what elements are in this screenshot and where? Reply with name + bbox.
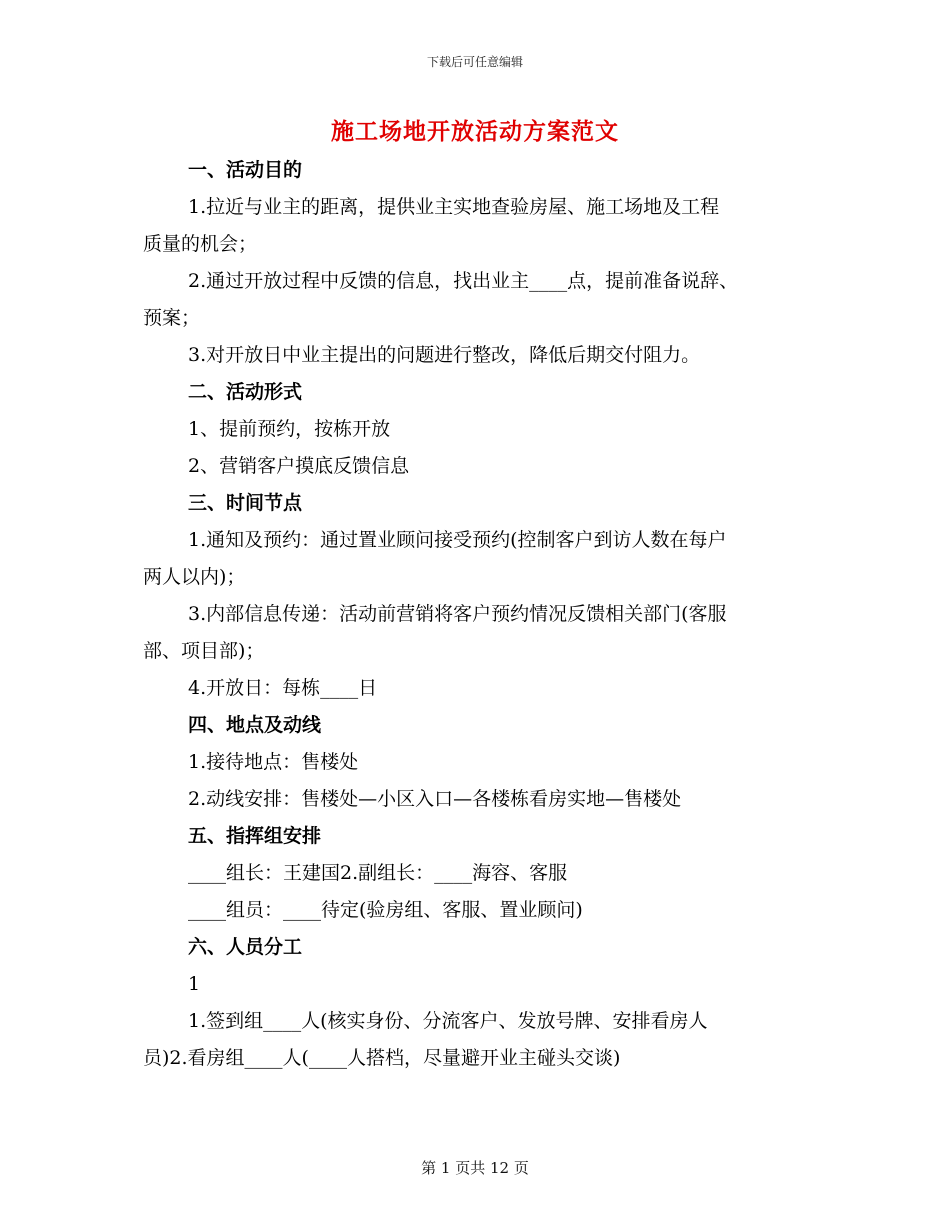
paragraph-line: 部、项目部)；: [143, 640, 265, 662]
document-title: 施工场地开放活动方案范文: [331, 118, 619, 145]
paragraph-line: ____组长：王建国2.副组长：____海容、客服: [188, 862, 568, 884]
section-heading: 一、活动目的: [188, 159, 303, 181]
page-footer: 第 1 页共 12 页: [421, 1159, 529, 1177]
paragraph-line: 员)2.看房组____人(____人搭档，尽量避开业主碰头交谈): [143, 1047, 621, 1069]
paragraph-line: 1、提前预约，按栋开放: [188, 418, 391, 440]
paragraph-line: 两人以内)；: [143, 566, 246, 588]
section-heading: 六、人员分工: [188, 936, 303, 958]
paragraph-line: 2、营销客户摸底反馈信息: [188, 455, 410, 477]
paragraph-line: 3.对开放日中业主提出的问题进行整改，降低后期交付阻力。: [188, 344, 701, 366]
section-heading: 二、活动形式: [188, 381, 303, 403]
paragraph-line: 1.接待地点：售楼处: [188, 751, 359, 773]
paragraph-line: 预案；: [143, 307, 201, 329]
paragraph-line: 1.通知及预约：通过置业顾问接受预约(控制客户到访人数在每户: [188, 529, 727, 551]
paragraph-line: 2.动线安排：售楼处—小区入口—各楼栋看房实地—售楼处: [188, 788, 682, 810]
paragraph-line: 1: [188, 973, 201, 995]
section-heading: 四、地点及动线: [188, 714, 322, 736]
paragraph-line: 1.签到组____人(核实身份、分流客户、发放号牌、安排看房人: [188, 1010, 708, 1032]
paragraph-line: 4.开放日：每栋____日: [188, 677, 378, 699]
section-heading: 三、时间节点: [188, 492, 303, 514]
document-body: [143, 152, 811, 1077]
paragraph-line: 1.拉近与业主的距离，提供业主实地查验房屋、施工场地及工程: [188, 196, 720, 218]
paragraph-line: ____组员：____待定(验房组、客服、置业顾问): [188, 899, 583, 921]
paragraph-line: 3.内部信息传递：活动前营销将客户预约情况反馈相关部门(客服: [188, 603, 727, 625]
section-heading: 五、指挥组安排: [188, 825, 322, 847]
paragraph-line: 质量的机会；: [143, 233, 258, 255]
header-note: 下载后可任意编辑: [426, 55, 523, 69]
paragraph-line: 2.通过开放过程中反馈的信息，找出业主____点，提前准备说辞、: [188, 270, 739, 292]
